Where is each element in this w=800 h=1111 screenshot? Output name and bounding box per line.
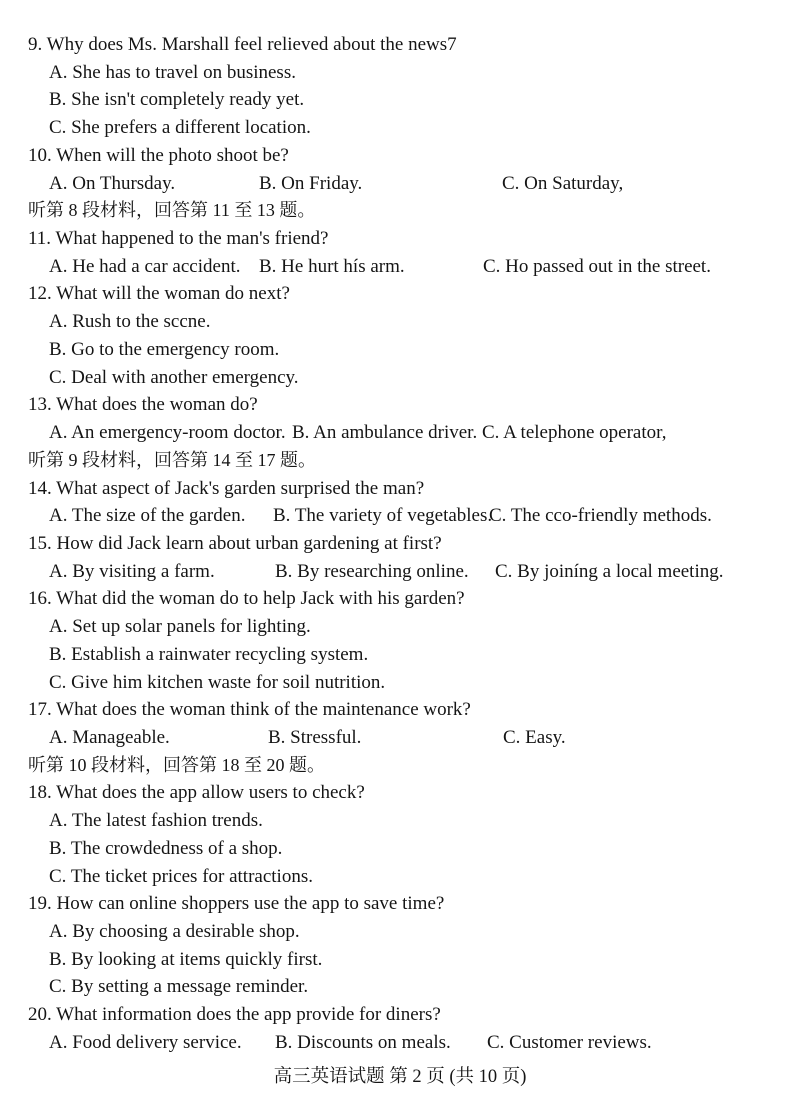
options-row <box>0 1029 800 1057</box>
option-line: B. She isn't completely ready yet. <box>49 89 305 111</box>
options-row <box>0 724 800 752</box>
question-line: 18. What does the app allow users to check? <box>28 782 365 804</box>
option-b: B. He hurt hís arm. <box>259 255 405 277</box>
question-line: 10. When will the photo shoot be? <box>28 144 289 166</box>
option-line: A. Set up solar panels for lighting. <box>49 616 311 638</box>
option-line: C. She prefers a different location. <box>49 117 311 139</box>
option-line: B. Establish a rainwater recycling system. <box>49 643 369 665</box>
option-a: A. By visiting a farm. <box>49 560 215 582</box>
question-line: 14. What aspect of Jack's garden surprised the man? <box>28 477 425 499</box>
question-line: 13. What does the woman do? <box>28 394 258 416</box>
option-b: B. On Friday. <box>259 172 363 194</box>
option-line: B. The crowdedness of a shop. <box>49 837 283 859</box>
page-footer: 高三英语试题 第 2 页 (共 10 页) <box>273 1067 527 1087</box>
option-b: B. Stressful. <box>268 726 362 748</box>
option-line: C. Deal with another emergency. <box>49 366 299 388</box>
options-row <box>0 558 800 586</box>
option-b: B. By researching online. <box>275 560 469 582</box>
option-c: C. The cco-friendly methods. <box>489 505 712 527</box>
options-row <box>0 170 800 198</box>
options-row <box>0 419 800 447</box>
option-a: A. An emergency-room doctor. <box>49 422 286 444</box>
option-line: B. Go to the emergency room. <box>49 338 280 360</box>
question-line: 9. Why does Ms. Marshall feel relieved about the news7 <box>28 34 457 55</box>
option-b: B. An ambulance driver. <box>292 422 478 444</box>
question-line: 15. How did Jack learn about urban gardening at first? <box>28 532 442 554</box>
option-c: C. Easy. <box>503 726 566 748</box>
option-line: C. By setting a message reminder. <box>49 976 309 998</box>
option-line: B. By looking at items quickly first. <box>49 948 323 970</box>
section-note: 听第 10 段材料，回答第 18 至 20 题。 <box>28 754 325 775</box>
options-row <box>0 253 800 281</box>
question-line: 19. How can online shoppers use the app to save time? <box>28 893 445 915</box>
question-line: 16. What did the woman do to help Jack with his garden? <box>28 588 465 610</box>
option-line: C. Give him kitchen waste for soil nutrition. <box>49 671 386 693</box>
option-a: A. The size of the garden. <box>49 505 246 527</box>
option-a: A. Food delivery service. <box>49 1031 242 1053</box>
option-c: C. By joiníng a local meeting. <box>495 560 724 582</box>
exam-content <box>0 31 800 1057</box>
question-line: 12. What will the woman do next? <box>28 283 290 305</box>
option-c: C. Ho passed out in the street. <box>483 255 711 277</box>
options-row <box>0 502 800 530</box>
option-line: A. Rush to the sccne. <box>49 311 211 333</box>
option-c: C. On Saturday, <box>502 172 624 194</box>
option-line: A. She has to travel on business. <box>49 61 296 83</box>
question-line: 20. What information does the app provide for diners? <box>28 1004 441 1026</box>
option-c: C. Customer reviews. <box>487 1031 652 1053</box>
section-note: 听第 8 段材料，回答第 11 至 13 题。 <box>28 200 316 221</box>
option-line: A. By choosing a desirable shop. <box>49 921 300 942</box>
option-b: B. Discounts on meals. <box>275 1031 451 1053</box>
option-a: A. Manageable. <box>49 726 170 748</box>
question-line: 17. What does the woman think of the maintenance work? <box>28 699 471 721</box>
option-line: A. The latest fashion trends. <box>49 810 263 832</box>
option-a: A. He had a car accident. <box>49 255 241 277</box>
question-line: 11. What happened to the man's friend? <box>28 228 329 250</box>
option-b: B. The variety of vegetables. <box>273 505 493 527</box>
option-line: C. The ticket prices for attractions. <box>49 865 313 887</box>
section-note: 听第 9 段材料，回答第 14 至 17 题。 <box>28 449 316 470</box>
option-a: A. On Thursday. <box>49 172 176 194</box>
option-c: C. A telephone operator, <box>482 422 667 444</box>
